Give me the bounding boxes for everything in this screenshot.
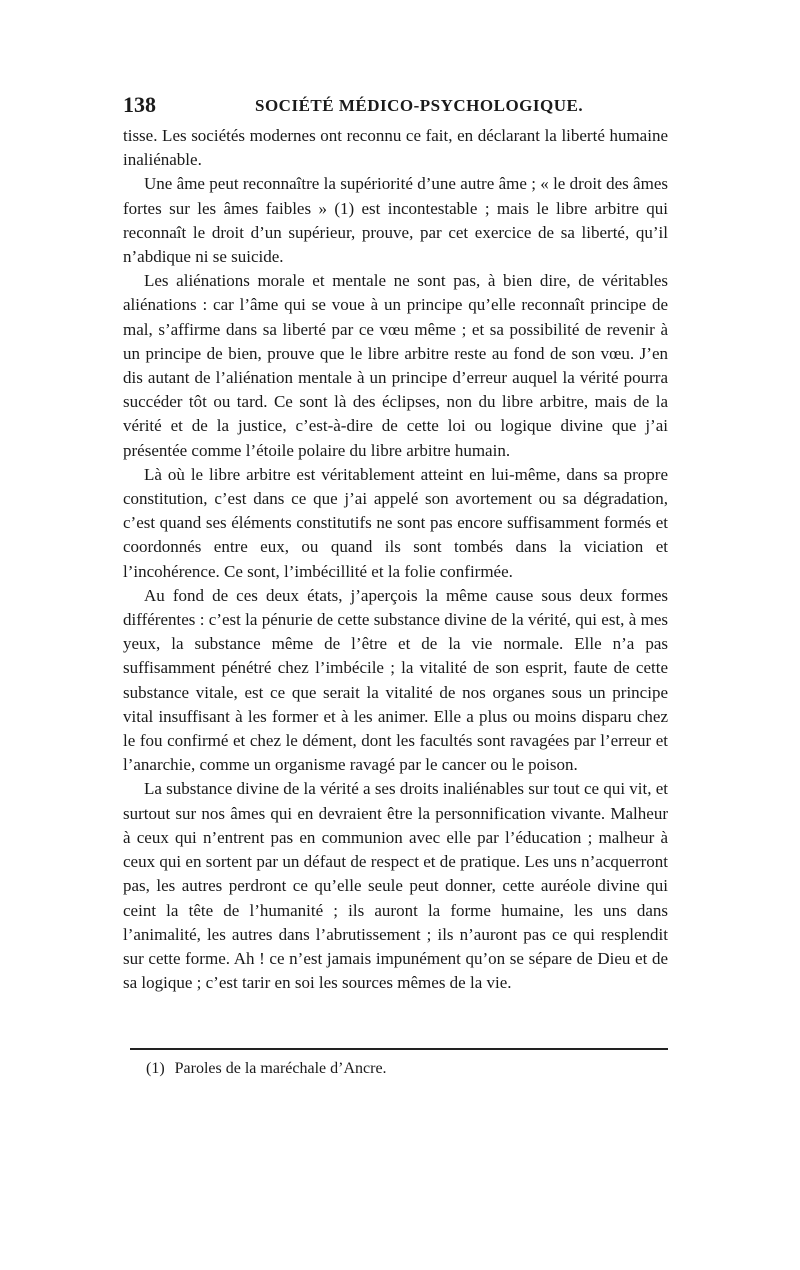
- paragraph: tisse. Les sociétés modernes ont reconnu ce fait, en déclarant la liberté humaine inaliénable.: [123, 126, 668, 170]
- footnote-text: Paroles de la maréchale d’Ancre.: [174, 1060, 387, 1077]
- footnote-mark: (1): [146, 1060, 165, 1077]
- running-title: SOCIÉTÉ MÉDICO-PSYCHOLOGIQUE.: [255, 96, 584, 115]
- paragraph: Là où le libre arbitre est véritablement atteint en lui-même, dans sa propre constitution, c’est dans ce que j’ai appelé son avortement ou sa dégradation, c’est quand ses éléments constitutifs ne sont pas encore suffisamment formés et coordonnés entre eux, ou quand ils sont tombés dans la viciation et l’incohérence. Ce sont, l’imbécillité et la folie confirmée.: [123, 464, 668, 581]
- paragraph: Au fond de ces deux états, j’aperçois la même cause sous deux formes différentes : c’est la pénurie de cette substance divine de la vérité, qui est, à mes yeux, la substance même de l’être et de la vie normale. Elle n’a pas suffisamment pénétré chez l’imbécile ; la vitalité de son esprit, faute de cette substance vitale, est ce que serait la vitalité de nos organes sous un principe vital insuffisant à les former et à les animer. Elle a plus ou moins disparu chez le fou confirmé et chez le dément, dont les facultés sont ravagées par l’erreur et l’anarchie, comme un organisme ravagé par le cancer ou le poison.: [123, 585, 668, 775]
- page-number: 138: [123, 92, 156, 117]
- page-header: [123, 92, 668, 122]
- body-text: [123, 124, 668, 995]
- footnote-divider: [130, 1048, 668, 1050]
- footnote: [146, 1058, 666, 1080]
- paragraph: Une âme peut reconnaître la supériorité d’une autre âme ; « le droit des âmes fortes sur les âmes faibles » (1) est incontestable ; mais le libre arbitre qui reconnaît le droit d’un supérieur, prouve, par cet exercice de sa liberté, qu’il n’abdique ni se suicide.: [123, 174, 668, 267]
- paragraph: La substance divine de la vérité a ses droits inaliénables sur tout ce qui vit, et surtout sur nos âmes qui en devraient être la personnification vivante. Malheur à ceux qui n’entrent pas en communion avec elle par l’éducation ; malheur à ceux qui en sortent par un défaut de respect et de pratique. Les uns n’acquerront pas, les autres perdront ce qu’elle seule peut donner, cette auréole divine qui ceint la tête de l’humanité ; ils auront la forme humaine, les uns dans l’animalité, les autres dans l’abrutissement ; ils n’auront pas ce qui resplendit sur cette forme. Ah ! ce n’est jamais impunément qu’on se sépare de Dieu et de sa logique ; c’est tarir en soi les sources mêmes de la vie.: [123, 779, 669, 993]
- paragraph: Les aliénations morale et mentale ne sont pas, à bien dire, de véritables aliénations : car l’âme qui se voue à un principe qu’elle reconnaît principe de mal, s’affirme dans sa liberté par ce vœu même ; et sa possibilité de revenir à un principe de bien, prouve que le libre arbitre reste au fond de son vœu. J’en dis autant de l’aliénation mentale à un principe d’erreur auquel la vérité pourra succéder tôt ou tard. Ce sont là des éclipses, non du libre arbitre, mais de la vérité et de la justice, c’est-à-dire de cette loi ou logique divine que j’ai présentée comme l’étoile polaire du libre arbitre humain.: [123, 271, 668, 460]
